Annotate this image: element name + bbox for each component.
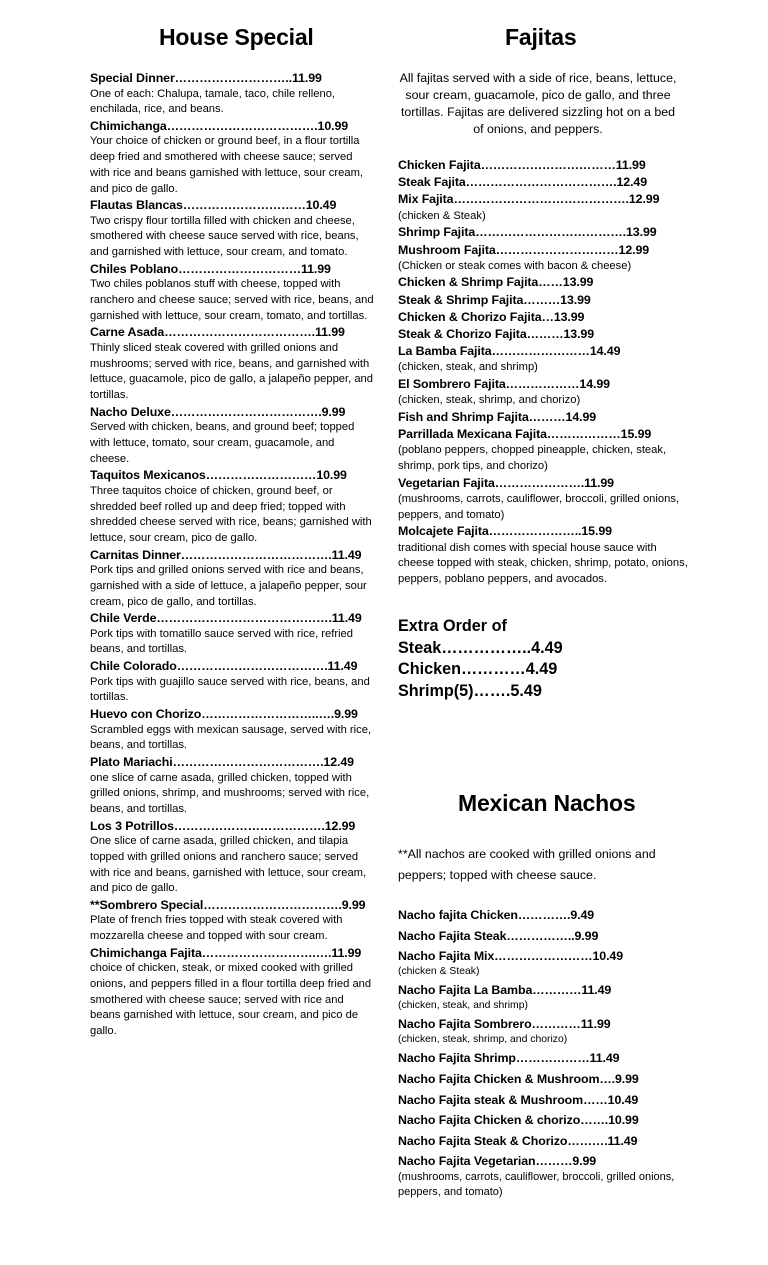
- menu-item: [90, 945, 375, 1040]
- menu-item: [398, 928, 688, 945]
- item-name: Chiles Poblano…………………………11.99: [90, 261, 331, 276]
- item-name: Chicken & Chorizo Fajita…13.99: [398, 309, 585, 324]
- menu-item: [398, 309, 688, 326]
- item-name: Nacho Fajita Shrimp………………11.49: [398, 1051, 620, 1066]
- menu-item: [398, 475, 688, 524]
- menu-item: [398, 376, 688, 409]
- menu-item: [398, 982, 688, 1013]
- fajitas-list: [398, 157, 688, 588]
- item-desc: (chicken, steak, and shrimp): [398, 361, 538, 374]
- item-name: Plato Mariachi……………………………….12.49: [90, 755, 354, 769]
- item-name: Nacho Fajita La Bamba…………11.49: [398, 983, 612, 998]
- item-desc: (poblano peppers, chopped pineapple, chicken, steak, shrimp, pork tips, and chorizo): [398, 444, 667, 473]
- menu-item: [90, 658, 375, 706]
- house-special-title: House Special: [159, 24, 314, 50]
- item-name: Steak & Chorizo Fajita………13.99: [398, 327, 594, 342]
- item-name: Nacho Fajita Mix……………………10.49: [398, 949, 624, 964]
- item-name: Taquitos Mexicanos………………………10.99: [90, 468, 347, 483]
- item-desc: Pork tips with guajillo sauce served with rice, beans, and tortillas.: [90, 675, 370, 704]
- item-desc: (chicken & Steak): [398, 209, 486, 222]
- nachos-intro: **All nachos are cooked with grilled onions and peppers; topped with cheese sauce.: [398, 847, 656, 882]
- item-name: Vegetarian Fajita………………….11.99: [398, 475, 614, 490]
- item-name: Nacho Fajita Steak……………..9.99: [398, 928, 599, 943]
- item-name: Nacho Fajita Steak & Chorizo……….11.49: [398, 1133, 638, 1148]
- fajitas-intro: All fajitas served with a side of rice, beans, lettuce, sour cream, guacamole, pico de gallo, and three tortillas. Fajitas are delivered sizzling hot on a bed of onions, and peppers.: [399, 71, 677, 136]
- menu-item: [398, 157, 688, 174]
- item-name: Fish and Shrimp Fajita………14.99: [398, 410, 597, 425]
- item-name: La Bamba Fajita……………………14.49: [398, 344, 621, 359]
- item-name: Chimichanga……………………………….10.99: [90, 118, 349, 133]
- item-desc: (Chicken or steak comes with bacon & cheese): [398, 259, 632, 272]
- item-name: Carnitas Dinner……………………………….11.49: [90, 547, 362, 562]
- menu-item: [398, 326, 688, 343]
- menu-item: [398, 523, 688, 587]
- fajitas-title: Fajitas: [505, 24, 577, 50]
- menu-item: [398, 174, 688, 191]
- menu-item: [90, 197, 375, 261]
- menu-item: [90, 467, 375, 546]
- menu-item: [398, 224, 688, 241]
- item-desc: Pork tips and grilled onions served with rice and beans, garnished with a side of lettuce, a jalapeño pepper, sour cream, pico de gallo, and tortillas.: [90, 564, 367, 608]
- item-name: Steak & Shrimp Fajita………13.99: [398, 292, 591, 307]
- menu-item: [398, 409, 688, 426]
- item-desc: one slice of carne asada, grilled chicken, topped with grilled onions, shrimp, and mushrooms; served with rice, beans, and tortillas.: [90, 771, 370, 815]
- item-name: Chimichanga Fajita……………………….….11.99: [90, 945, 362, 960]
- item-name: Chile Colorado……………………………….11.49: [90, 659, 358, 674]
- menu-item: [90, 324, 375, 403]
- menu-item: [90, 404, 375, 468]
- menu-item: [90, 897, 375, 945]
- menu-item: [398, 343, 688, 376]
- item-desc: One slice of carne asada, grilled chicken, and tilapia topped with grilled onions and ranchero sauce; served with rice and beans, garnished with lettuce, sour cream, and pico de gallo.: [90, 835, 367, 895]
- item-name: Nacho Fajita Sombrero…………11.99: [398, 1017, 611, 1032]
- menu-item: [90, 547, 375, 611]
- item-name: Chicken & Shrimp Fajita……13.99: [398, 275, 594, 290]
- item-name: Mushroom Fajita…………………………12.99: [398, 242, 650, 257]
- menu-item: [398, 907, 688, 924]
- menu-item: [398, 292, 688, 309]
- item-name: Los 3 Potrillos……………………………….12.99: [90, 818, 356, 833]
- menu-item: [398, 1016, 688, 1047]
- menu-item: [90, 118, 375, 197]
- menu-item: [90, 70, 375, 118]
- item-name: Molcajete Fajita…………………..15.99: [398, 524, 612, 539]
- item-desc: Thinly sliced steak covered with grilled onions and mushrooms; served with rice, beans, and garnished with lettuce, guacamole, pico de gallo, a jalapeño pepper, and tortillas.: [90, 341, 374, 402]
- menu-item: [398, 1071, 688, 1088]
- item-name: Special Dinner………………………..11.99: [90, 71, 322, 85]
- extra-order-title: Extra Order of: [398, 617, 507, 635]
- item-desc: (mushrooms, carrots, cauliflower, broccoli, grilled onions, peppers, and tomato): [398, 1171, 675, 1198]
- item-desc: (chicken, steak, and shrimp): [398, 1000, 528, 1012]
- house-special-list: [90, 70, 375, 1040]
- item-name: Huevo con Chorizo………………………..….9.99: [90, 707, 358, 722]
- item-name: **Sombrero Special…………………………….9.99: [90, 897, 366, 912]
- item-name: Chile Verde…………………………………….11.49: [90, 611, 362, 626]
- item-desc: One of each: Chalupa, tamale, taco, chile relleno, enchilada, rice, and beans.: [90, 87, 336, 116]
- item-desc: Two chiles poblanos stuff with cheese, topped with ranchero and cheese sauce; served with rice, beans, and garnished with lettuce, sour cream, tomato, and tortillas.: [90, 278, 374, 322]
- menu-item: [90, 754, 375, 818]
- item-name: Flautas Blancas…………………………10.49: [90, 198, 337, 213]
- menu-item: [90, 818, 375, 897]
- menu-item: [398, 1092, 688, 1109]
- menu-item: [398, 242, 688, 275]
- item-desc: traditional dish comes with special house sauce with cheese topped with steak, chicken, shrimp, potato, onions, peppers, poblano peppers, and avocados.: [398, 541, 688, 586]
- extra-order-section: [398, 616, 688, 702]
- item-desc: Pork tips with tomatillo sauce served with rice, refried beans, and tortillas.: [90, 627, 354, 656]
- item-desc: (chicken, steak, shrimp, and chorizo): [398, 394, 581, 407]
- item-desc: Two crispy flour tortilla filled with chicken and cheese, smothered with cheese sauce served with rice, beans, and garnished with lettuce, sour cream, and tomato.: [90, 214, 359, 259]
- menu-item: [398, 274, 688, 291]
- menu-item: [398, 1050, 688, 1067]
- menu-item: [398, 191, 688, 224]
- item-name: Nacho Fajita Chicken & Mushroom….9.99: [398, 1072, 639, 1087]
- item-name: Steak Fajita……………………………….12.49: [398, 175, 648, 190]
- menu-item: [398, 426, 688, 475]
- item-name: Shrimp Fajita……………………………….13.99: [398, 225, 657, 240]
- item-desc: Your choice of chicken or ground beef, in a flour tortilla deep fried and smothered with cheese sauce; served with rice and beans garnished with lettuce, sour cream, and pico de gallo.: [90, 135, 363, 195]
- extra-order-shrimp: Shrimp(5)…….5.49: [398, 681, 542, 700]
- item-desc: choice of chicken, steak, or mixed cooked with grilled onions, and peppers filled in a flour tortilla deep fried and smothered with cheese sauce; served with rice and beans garnished with lettuce, sour cream, and pico de gallo.: [90, 962, 372, 1038]
- item-desc: (chicken & Steak): [398, 966, 480, 978]
- menu-item: [398, 948, 688, 979]
- item-name: Nacho Fajita steak & Mushroom……10.49: [398, 1092, 639, 1107]
- nachos-title: Mexican Nachos: [458, 790, 636, 816]
- menu-item: [398, 1133, 688, 1150]
- item-name: Chicken Fajita……………………………11.99: [398, 158, 646, 172]
- item-name: Parrillada Mexicana Fajita………………15.99: [398, 427, 652, 442]
- item-name: Nacho Fajita Chicken & chorizo…….10.99: [398, 1113, 639, 1128]
- nachos-list: [398, 907, 688, 1203]
- item-desc: (chicken, steak, shrimp, and chorizo): [398, 1034, 568, 1046]
- item-desc: Plate of french fries topped with steak covered with mozzarella cheese and topped with sour cream.: [90, 914, 343, 943]
- item-desc: Scrambled eggs with mexican sausage, served with rice, beans, and tortillas.: [90, 723, 372, 752]
- item-name: El Sombrero Fajita………………14.99: [398, 377, 610, 392]
- menu-item: [90, 261, 375, 325]
- item-desc: Three taquitos choice of chicken, ground beef, or shredded beef rolled up and deep fried; topped with shredded cheese served with rice, beans; garnished with lettuce, sour cream, pico de gallo.: [90, 484, 372, 544]
- extra-order-chicken: Chicken…………4.49: [398, 660, 558, 678]
- extra-order-steak: Steak……………..4.49: [398, 638, 563, 657]
- menu-item: [90, 610, 375, 658]
- item-desc: (mushrooms, carrots, cauliflower, broccoli, grilled onions, peppers, and tomato): [398, 493, 680, 521]
- menu-item: [398, 1112, 688, 1129]
- item-name: Mix Fajita…………………………………….12.99: [398, 192, 660, 207]
- item-desc: Served with chicken, beans, and ground beef; topped with lettuce, tomato, sour cream, guacamole, and cheese.: [90, 421, 355, 465]
- item-name: Nacho Deluxe……………………………….9.99: [90, 404, 346, 419]
- item-name: Nacho fajita Chicken………….9.49: [398, 908, 595, 922]
- item-name: Carne Asada……………………………….11.99: [90, 325, 345, 340]
- menu-item: [398, 1153, 688, 1199]
- item-name: Nacho Fajita Vegetarian………9.99: [398, 1154, 597, 1169]
- menu-item: [90, 706, 375, 754]
